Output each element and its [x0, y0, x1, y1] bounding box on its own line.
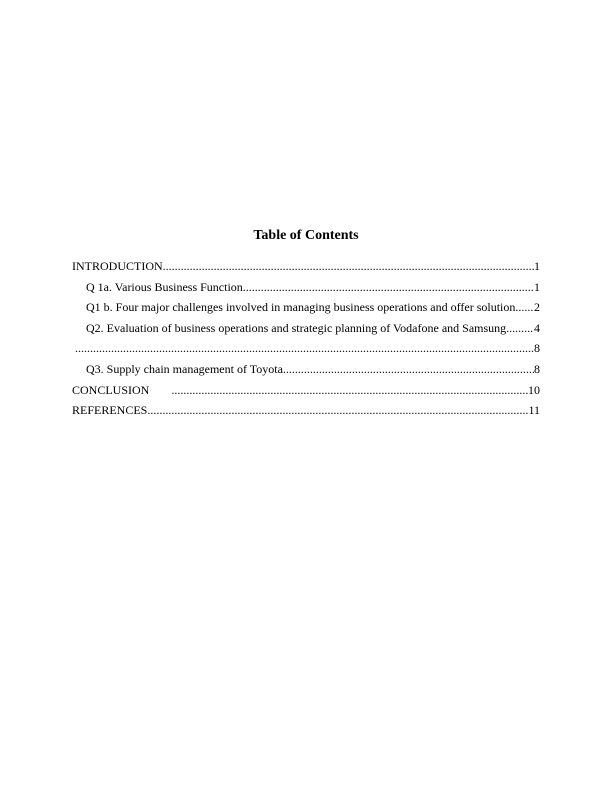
toc-entry-references[interactable]	[72, 402, 540, 423]
dot-leader	[75, 340, 534, 356]
toc-entry-label: Q1 b. Four major challenges involved in managing business operations and offer solution	[86, 300, 516, 315]
toc-entry-q1b[interactable]	[72, 299, 540, 320]
toc-entry-blank[interactable]	[72, 340, 540, 361]
toc-entry-introduction[interactable]	[72, 258, 540, 279]
toc-list	[72, 258, 540, 423]
toc-entry-label: Q 1a. Various Business Function	[86, 279, 243, 294]
toc-entry-q3[interactable]	[72, 361, 540, 382]
toc-entry-label: Q2. Evaluation of business operations and strategic planning of Vodafone and Samsung	[86, 320, 507, 335]
dot-leader	[163, 258, 534, 274]
toc-entry-page: 1	[534, 279, 540, 294]
toc-entry-label: INTRODUCTION	[72, 259, 163, 273]
toc-title: Table of Contents	[253, 228, 359, 243]
toc-entry-page: 8	[534, 341, 540, 356]
toc-entry-label: REFERENCES	[72, 403, 148, 418]
dot-leader	[515, 299, 534, 315]
dot-leader	[506, 320, 534, 336]
dot-leader	[171, 382, 528, 398]
toc-entry-page: 4	[534, 320, 540, 335]
toc-entry-page: 10	[528, 382, 540, 397]
toc-entry-page: 2	[534, 300, 540, 315]
toc-entry-label: CONCLUSION	[72, 382, 150, 397]
toc-entry-page: 11	[528, 403, 540, 418]
toc-entry-page: 1	[534, 259, 540, 273]
dot-leader	[147, 402, 528, 418]
dot-leader	[283, 361, 534, 377]
toc-entry-q2[interactable]	[72, 320, 540, 341]
toc-entry-conclusion[interactable]	[72, 382, 540, 403]
toc-entry-label: Q3. Supply chain management of Toyota	[86, 361, 283, 376]
toc-entry-q1a[interactable]	[72, 279, 540, 300]
toc-entry-page: 8	[534, 361, 540, 376]
dot-leader	[243, 279, 534, 295]
